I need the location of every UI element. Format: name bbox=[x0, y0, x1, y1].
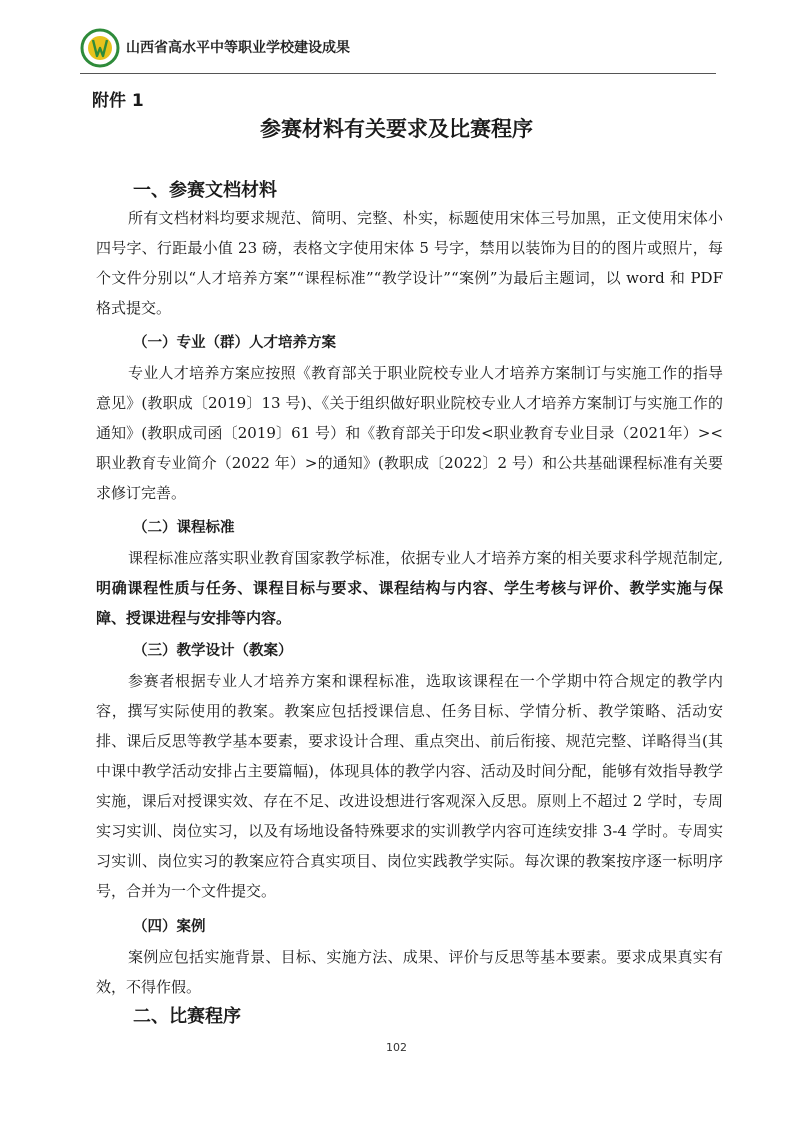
talent-plan-paragraph: 专业人才培养方案应按照《教育部关于职业院校专业人才培养方案制订与实施工作的指导意见》(教职成〔2019〕13 号)、《关于组织做好职业院校专业人才培养方案制订与实施工作的通知》(教职成司函〔2019〕61 号）和《教育部关于印发<职业教育专业目录（2021年）><职业教育专业简介（2022 年）>的通知》(教职成〔2022〕2 号）和公共基础课程标准有关要求修订完善。 bbox=[96, 364, 723, 502]
document-title: 参赛材料有关要求及比赛程序 bbox=[260, 117, 533, 141]
subheading-case: （四）案例 bbox=[133, 919, 206, 935]
section-heading-procedure: 二、比赛程序 bbox=[133, 1006, 241, 1027]
course-standard-emphasis: 明确课程性质与任务、课程目标与要求、课程结构与内容、学生考核与评价、教学实施与保障、授课进程与安排等内容。 bbox=[96, 579, 723, 627]
attachment-label: 附件 1 bbox=[92, 91, 144, 111]
teaching-design-paragraph: 参赛者根据专业人才培养方案和课程标准，选取该课程在一个学期中符合规定的教学内容，撰写实际使用的教案。教案应包括授课信息、任务目标、学情分析、教学策略、活动安排、课后反思等教学基本要素，要求设计合理、重点突出、前后衔接、规范完整、详略得当(其中课中教学活动安排占主要篇幅)，体现具体的教学内容、活动及时间分配，能够有效指导教学实施，课后对授课实效、存在不足、改进设想进行客观深入反思。原则上不超过 2 学时，专周实习实训、岗位实习，以及有场地设备特殊要求的实训教学内容可连续安排 3-4 学时。专周实习实训、岗位实习的教案应符合真实项目、岗位实践教学实际。每次课的教案按序逐一标明序号，合并为一个文件提交。 bbox=[96, 672, 723, 900]
case-paragraph: 案例应包括实施背景、目标、实施方法、成果、评价与反思等基本要素。要求成果真实有效，不得作假。 bbox=[96, 948, 723, 996]
section-heading-documents: 一、参赛文档材料 bbox=[133, 180, 277, 201]
subheading-teaching-design: （三）教学设计（教案） bbox=[133, 643, 293, 659]
course-standard-text: 课程标准应落实职业教育国家教学标准，依据专业人才培养方案的相关要求科学规范制定, bbox=[128, 549, 723, 567]
page-header bbox=[80, 28, 716, 72]
subheading-course-standard: （二）课程标准 bbox=[133, 520, 235, 536]
header-divider bbox=[80, 73, 716, 74]
header-title: 山西省高水平中等职业学校建设成果 bbox=[126, 40, 350, 56]
course-standard-paragraph bbox=[96, 543, 723, 633]
school-emblem-icon bbox=[80, 28, 120, 68]
subheading-talent-plan: （一）专业（群）人才培养方案 bbox=[133, 335, 336, 351]
section-intro-paragraph: 所有文档材料均要求规范、简明、完整、朴实，标题使用宋体三号加黑，正文使用宋体小四号字、行距最小值 23 磅，表格文字使用宋体 5 号字，禁用以装饰为目的的图片或照片，每个文件分别以“人才培养方案”“课程标准”“教学设计”“案例”为最后主题词，以 word 和 PDF 格式提交。 bbox=[96, 209, 723, 317]
page-number: 102 bbox=[386, 1041, 407, 1054]
